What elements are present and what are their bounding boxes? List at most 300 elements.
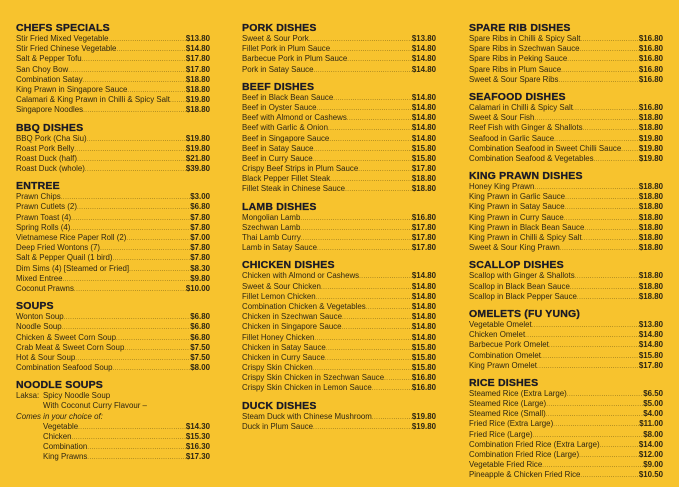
item-price: $16.30 [185,442,210,452]
item-price: $16.80 [638,44,663,54]
dot-leader [541,352,639,362]
item-name: Lamb in Satay Sauce [242,243,318,253]
menu-item [469,320,663,330]
item-name: Honey King Prawn [469,182,535,192]
menu-item [242,174,436,184]
item-price: $6.80 [190,332,210,342]
item-price: $4.00 [643,409,663,419]
item-price: $13.80 [638,319,663,329]
section-title: PORK DISHES [242,22,317,34]
menu-item [16,274,210,284]
item-name: Chicken [43,432,72,441]
item-price: $14.80 [411,312,436,322]
item-name: King Prawn in Curry Sauce [469,212,564,222]
dot-leader [582,234,639,244]
item-name: Crispy Beef Strips in Plum Sauce [242,164,359,174]
menu-item [16,243,210,253]
item-price: $9.80 [190,273,210,283]
item-name: Spare Ribs in Chilli & Spicy Salt [469,34,581,43]
item-price: $16.80 [411,373,436,383]
item-price: $10.00 [185,283,210,293]
item-price: $15.80 [411,342,436,352]
menu-item [16,284,210,294]
menu-item [16,213,210,223]
section-title: LAMB DISHES [242,200,317,213]
menu-item [242,164,436,174]
item-price: $14.80 [638,340,663,350]
dot-leader [314,66,412,76]
menu-item [242,134,436,144]
item-name: Sweet & Sour Pork [242,34,309,43]
item-name: Chicken Omelet [469,330,526,340]
item-name: Combination Chicken & Vegetables [242,301,366,311]
menu-section-noodle-soups [16,379,210,462]
item-price: $7.80 [190,253,210,263]
dot-leader [72,433,186,443]
item-name: Roast Duck (half) [16,153,77,163]
menu-item [242,44,436,54]
dot-leader [580,35,638,45]
dot-leader [326,344,412,354]
item-price: $15.30 [185,432,210,441]
dot-leader [126,234,190,244]
item-price: $18.80 [638,222,663,232]
menu-item [469,154,663,164]
menu-item [16,134,210,144]
dot-leader [342,323,412,333]
item-name: Wonton Soup [16,312,64,322]
dot-leader [579,451,639,461]
menu-item [469,113,663,123]
dot-leader [74,145,186,155]
item-name: Vegetable Fried Rice [469,460,543,470]
item-name: Calamari & King Prawn in Chilli & Spicy Salt [16,95,170,105]
item-name: Combination Fried Rice (Extra Large) [469,439,600,449]
item-name: BBQ Pork (Cha Siu) [16,133,87,143]
item-price: $18.80 [638,212,663,222]
menu-item [242,34,436,44]
menu-item [16,363,210,373]
item-price: $17.80 [411,243,436,253]
dot-leader [580,45,639,55]
menu-item [242,144,436,154]
menu-item [16,105,210,115]
item-name: Seafood in Garlic Sauce [469,133,555,143]
menu-section-seafood-dishes [469,91,663,164]
menu-item [469,192,663,202]
item-price: $14.80 [411,123,436,133]
menu-item [469,460,663,470]
item-price: $18.80 [638,113,663,123]
item-name: Steam Duck with Chinese Mushroom [242,411,372,421]
item-price: $19.80 [185,133,210,143]
item-name: Fillet Lemon Chicken [242,291,316,301]
dot-leader [580,471,638,481]
menu-item [469,202,663,212]
dot-leader [129,265,190,275]
dot-leader [573,104,639,114]
dot-leader [532,321,639,331]
item-name: Sweet & Sour Fish [469,113,535,123]
laksa-description [16,391,210,401]
dot-leader [358,165,412,175]
dot-leader [85,165,186,175]
item-price: $39.80 [185,164,210,174]
dot-leader [301,234,412,244]
item-name: Black Pepper Fillet Steak [242,174,331,184]
menu-item [16,85,210,95]
item-price: $14.80 [411,301,436,311]
menu-item [469,282,663,292]
menu-item [469,430,663,440]
section-title: SEAFOOD DISHES [469,90,566,103]
dot-leader [74,285,186,295]
item-price: $19.80 [185,95,210,105]
item-price: $18.80 [411,184,436,194]
item-price: $15.80 [638,350,663,360]
item-price: $19.80 [411,421,436,431]
menu-item [242,343,436,353]
menu-item [242,412,436,422]
dot-leader [68,66,186,76]
menu-item [469,470,663,480]
dot-leader [329,135,412,145]
dot-leader [317,244,412,254]
dot-leader [313,423,412,433]
menu-item [242,113,436,123]
item-name: King Prawn in Chilli & Spicy Salt [469,233,582,242]
item-name: Chicken in Curry Sauce [242,352,325,362]
menu-item [469,54,663,64]
dot-leader [345,185,412,195]
menu-item [469,340,663,350]
menu-item [469,399,663,409]
item-price: $11.00 [639,419,663,429]
dot-leader [116,334,190,344]
dot-leader [565,203,639,213]
item-name: Combination [43,442,88,452]
item-price: $7.80 [190,212,210,222]
dot-leader [575,272,639,282]
item-price: $19.80 [638,143,663,153]
menu-item [242,123,436,133]
menu-item [469,389,663,399]
item-name: Crispy Skin Chicken in Szechwan Sauce [242,373,385,383]
dot-leader [567,55,639,65]
menu-item [242,233,436,243]
section-title: SCALLOP DISHES [469,259,564,272]
menu-item [16,95,210,105]
item-name: Combination Omelet [469,350,541,360]
item-name: Stir Fried Chinese Vegetable [16,44,117,54]
menu-item [242,353,436,363]
menu-item [469,233,663,243]
item-name: Fillet Honey Chicken [242,332,315,342]
item-name: King Prawn in Garlic Sauce [469,192,566,202]
item-price: $8.00 [190,363,210,373]
dot-leader [100,244,190,254]
item-price: $21.80 [185,153,210,163]
item-price: $9.00 [643,460,663,470]
item-name: Roast Duck (whole) [16,164,85,174]
menu-item [469,123,663,133]
dot-leader [342,313,412,323]
dot-leader [300,214,412,224]
menu-section-beef-dishes [242,81,436,195]
menu-item [469,419,663,429]
menu-item [242,93,436,103]
item-price: $7.80 [190,222,210,232]
item-name: Spare Ribs in Plum Sauce [469,64,562,74]
item-name: Combination Seafood Soup [16,363,113,373]
section-title: SPARE RIB DISHES [469,22,571,34]
item-price: $16.80 [411,212,436,222]
item-price: $18.80 [638,182,663,192]
menu-item [469,450,663,460]
menu-item [242,223,436,233]
menu-item [242,312,436,322]
menu-item [16,192,210,202]
item-name: Pork in Satay Sauce [242,64,314,74]
menu-section-rice-dishes [469,377,663,481]
menu-item [469,182,663,192]
menu-item [242,54,436,64]
item-name: Sweet & Sour Chicken [242,281,321,291]
item-price: $18.80 [638,123,663,133]
item-name: Crab Meat & Sweet Corn Soup [16,342,125,352]
menu-section-scallop-dishes [469,259,663,302]
item-price: $7.00 [190,233,210,242]
menu-section-soups [16,300,210,373]
dot-leader [384,374,412,384]
item-name: Steamed Rice (Small) [469,409,546,419]
menu-item [16,353,210,363]
item-name: Crispy Skin Chicken [242,363,313,373]
item-name: Thai Lamb Curry [242,233,301,242]
menu-item [469,65,663,75]
choice-note: Comes in your choice of: [16,411,103,421]
item-price: $14.80 [411,44,436,54]
item-price: $14.80 [411,102,436,112]
item-price: $14.80 [185,44,210,54]
item-price: $19.80 [638,133,663,143]
item-price: $19.80 [638,153,663,163]
menu-item [16,154,210,164]
menu-section-chefs-specials [16,22,210,116]
dot-leader [561,66,639,76]
menu-item [242,65,436,75]
item-name: Vegetable Omelet [469,319,532,329]
dot-leader [63,275,191,285]
dot-leader [77,155,186,165]
item-price: $15.80 [411,352,436,362]
item-name: King Prawn in Satay Sauce [469,202,565,212]
item-name: Scallop in Black Pepper Sauce [469,291,577,301]
menu-item [242,282,436,292]
item-name: Combination Fried Rice (Large) [469,450,580,459]
item-price: $18.80 [185,84,210,94]
item-name: Combination Satay [16,74,83,84]
item-price: $8.00 [643,429,663,439]
item-name: Vietnamese Rice Paper Roll (2) [16,233,127,242]
item-name: Chicken with Almond or Cashews [242,271,360,281]
item-price: $7.80 [190,243,210,253]
item-price: $14.80 [411,332,436,342]
item-price: $6.50 [643,388,663,398]
menu-item [242,292,436,302]
item-name: Salt & Pepper Quail (1 bird) [16,253,113,263]
dot-leader [347,55,412,65]
menu-item [16,253,210,263]
dot-leader [325,354,412,364]
dot-leader [359,272,412,282]
menu-item [242,103,436,113]
menu-item [16,322,210,332]
dot-leader [87,453,186,463]
menu-item [16,34,210,44]
dot-leader [584,224,639,234]
item-name: Fillet Steak in Chinese Sauce [242,184,346,194]
menu-item [469,134,663,144]
item-name: Spring Rolls (4) [16,222,71,232]
menu-item [16,312,210,322]
dot-leader [565,193,639,203]
item-price: $15.80 [411,153,436,163]
dot-leader [124,344,190,354]
item-name: Pineapple & Chicken Fried Rice [469,470,581,480]
menu-section-spare-rib-dishes [469,22,663,85]
dot-leader [560,244,639,254]
item-price: $14.00 [638,439,663,449]
item-name: Mixed Entree [16,273,63,283]
item-price: $17.80 [411,222,436,232]
menu-item [16,75,210,85]
menu-item [242,154,436,164]
menu-section-bbq-dishes [16,122,210,175]
item-name: Beef with Almond or Cashews [242,113,347,123]
dot-leader [553,420,639,430]
dot-leader [600,441,639,451]
dot-leader [109,35,186,45]
laksa-line-2: With Coconut Curry Flavour – [43,401,147,411]
dot-leader [328,124,412,134]
item-price: $17.30 [185,452,210,462]
item-price: $18.80 [638,291,663,301]
item-price: $18.80 [638,243,663,253]
menu-item [242,333,436,343]
dot-leader [116,45,185,55]
dot-leader [78,423,186,433]
dot-leader [300,224,412,234]
section-title: SOUPS [16,300,54,313]
item-name: Combination Seafood in Sweet Chilli Sauce [469,143,622,153]
item-name: Beef in Black Bean Sauce [242,92,334,102]
menu-item [16,144,210,154]
menu-item [469,144,663,154]
item-name: Noodle Soup [16,322,62,332]
item-price: $15.80 [411,143,436,153]
item-price: $6.80 [190,202,210,212]
item-price: $16.80 [638,102,663,112]
item-price: $14.80 [411,113,436,123]
menu-section-duck-dishes [242,400,436,432]
menu-item [242,373,436,383]
section-title: BBQ DISHES [16,121,84,134]
section-title: CHICKEN DISHES [242,259,335,272]
menu-item [469,223,663,233]
item-name: Fried Rice (Large) [469,429,533,439]
menu-item [469,351,663,361]
dot-leader [82,55,186,65]
item-name: Fillet Pork in Plum Sauce [242,44,331,54]
menu-item [469,292,663,302]
menu-item [16,452,210,462]
menu-item [242,184,436,194]
dot-leader [113,364,191,374]
menu-column-left [16,22,210,469]
item-price: $18.80 [185,105,210,115]
item-name: Deep Fried Wontons (7) [16,243,101,253]
item-price: $13.80 [185,34,210,43]
item-name: San Choy Bow [16,64,69,74]
item-price: $6.80 [190,312,210,322]
item-price: $10.50 [638,470,663,480]
section-title: BEEF DISHES [242,80,315,93]
item-price: $16.80 [638,74,663,84]
item-price: $17.80 [638,360,663,370]
item-name: Prawn Chips [16,192,61,202]
item-name: Beef in Curry Sauce [242,153,313,163]
dot-leader [333,94,412,104]
section-title: OMELETS (FU YUNG) [469,307,581,320]
item-name: Chicken in Szechwan Sauce [242,312,343,322]
menu-item [16,44,210,54]
item-name: Beef in Singapore Sauce [242,133,330,143]
item-name: King Prawn in Black Bean Sauce [469,222,585,232]
menu-section-entree [16,180,210,294]
dot-leader [372,413,412,423]
item-price: $18.80 [185,74,210,84]
menu-item [16,164,210,174]
menu-item [242,363,436,373]
item-name: Chicken in Singapore Sauce [242,322,342,332]
item-price: $19.80 [185,143,210,153]
menu-item [242,213,436,223]
menu-section-omelets-fu-yung [469,308,663,371]
menu-item [469,75,663,85]
section-title: DUCK DISHES [242,399,317,412]
item-price: $7.50 [190,352,210,362]
item-name: Beef in Oyster Sauce [242,102,317,112]
menu-item [16,65,210,75]
menu-item [469,409,663,419]
item-price: $17.80 [411,233,436,242]
item-name: Combination Seafood & Vegetables [469,153,594,163]
dot-leader [546,400,643,410]
item-name: Dim Sims (4) [Steamed or Fried] [16,263,130,273]
item-name: Spare Ribs in Szechwan Sauce [469,44,580,54]
item-name: Beef in Satay Sauce [242,143,314,153]
menu-item [469,361,663,371]
menu-section-pork-dishes [242,22,436,75]
item-price: $13.80 [411,34,436,43]
item-name: Barbecue Pork Omelet [469,340,549,350]
item-price: $16.80 [638,54,663,64]
item-name: Chicken in Satay Sauce [242,342,326,352]
dot-leader [372,384,412,394]
item-price: $14.80 [411,281,436,291]
item-name: Vegetable [43,421,79,431]
